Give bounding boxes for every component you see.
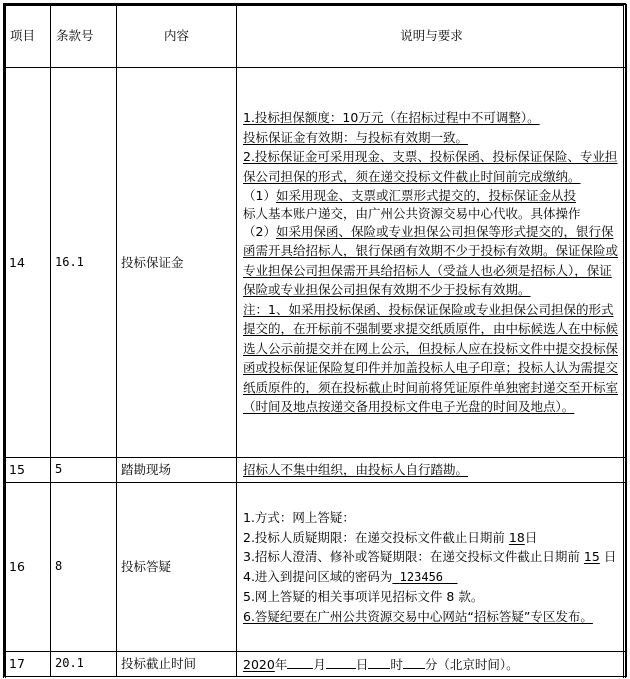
year-unit: 年 [274, 656, 288, 672]
row-description [237, 458, 627, 483]
row-content: 投标截止时间 [117, 652, 237, 677]
minute-unit: 分 [424, 656, 438, 672]
day-blank [326, 654, 356, 669]
desc-suffix: 日 [603, 549, 617, 564]
header-item: 项目 [5, 5, 51, 68]
tender-requirements-table [4, 4, 627, 677]
desc-line: 2.投标保证金可采用现金、支票、投标保函、投标保证保险、专业担保公司担保的形式，须在递交投标文件截止时间前完成缴纳。 [243, 149, 618, 184]
row-item: 17 [5, 652, 51, 677]
desc-text: 招标人不集中组织，由投标人自行踏勘。 [243, 462, 469, 478]
row-item: 15 [5, 458, 51, 483]
query-deadline-days: 18 [508, 529, 525, 545]
header-content: 内容 [117, 5, 237, 68]
desc-prefix: 4.进入到提问区域的密码为 [243, 568, 393, 584]
desc-line: 1.方式：网上答疑： [243, 510, 355, 525]
month-unit: 月 [313, 656, 326, 672]
desc-prefix: （1） [243, 188, 276, 204]
desc-line [243, 528, 622, 548]
desc-underlined: 如采用现金、支票或汇票形式提交的，投标保证金从投 [275, 188, 576, 204]
row-clause: 5 [51, 458, 117, 483]
month-blank [287, 654, 313, 669]
desc-line: 注：1、如采用投标保函、投标保证保险或专业担保公司担保的形式提交的，在开标前不强制要求提交纸质原件，由中标候选人在中标候选人公示前提交并在网上公示，但投标人应在投标文件中提交投标保函或投标保证保险复印件并加盖投标人电子印章；投标人认为需提交纸质原件的，须在投标截止时间前将凭证原件单独密封递交至开标室（时间及地点按递交备用投标文件电子光盘的时间及地点）。 [243, 301, 619, 415]
password-text: 123456 [399, 569, 444, 584]
row-content: 踏勘现场 [117, 458, 237, 483]
table-row [5, 483, 627, 652]
desc-line [243, 567, 622, 588]
desc-line: 6.答疑纪要在广州公共资源交易中心网站“招标答疑”专区发布。 [243, 608, 593, 624]
header-description: 说明与要求 [237, 5, 627, 68]
row-content: 投标答疑 [117, 483, 237, 652]
desc-line: 投标保证金有效期：与投标有效期一致。 [243, 129, 469, 145]
desc-suffix: 日 [524, 529, 538, 545]
row-content: 投标保证金 [117, 68, 237, 458]
desc-line [243, 547, 622, 567]
table-row [5, 652, 627, 677]
row-description [237, 652, 627, 677]
desc-prefix: 3.招标人澄清、修补或答疑期限：在递交投标文件截止日期前 [243, 549, 580, 564]
desc-underlined: 如采用保函、保险或专业担保公司担保等形式提交的，银行保函需开具给招标人，银行保函有效期不少于投标有效期。保证保险或专业担保公司担保需开具给招标人（受益人也必须是招标人），保证保险或专业担保公司担保有效期不少于投标有效期。 [243, 223, 619, 298]
hour-unit: 时 [390, 656, 403, 672]
desc-line: 标人基本账户递交，由广州公共资源交易中心代收。具体操作 [243, 205, 581, 221]
row-clause: 20.1 [51, 652, 117, 677]
row-description [237, 68, 627, 458]
hour-blank [368, 654, 390, 669]
row-description [237, 483, 627, 652]
row-item: 14 [5, 68, 51, 458]
table-row [5, 458, 627, 483]
timezone-note: （北京时间）。 [437, 656, 519, 672]
row-clause: 16.1 [51, 68, 117, 458]
row-clause: 8 [51, 483, 117, 652]
header-clause: 条款号 [51, 5, 117, 68]
desc-line: 5.网上答疑的相关事项详见招标文件 8 款。 [243, 589, 484, 604]
clarification-deadline-days: 15 [583, 549, 600, 564]
deadline-year: 2020 [243, 656, 275, 672]
desc-prefix: （2） [243, 223, 276, 239]
desc-prefix: 2.投标人质疑期限：在递交投标文件截止日期前 [243, 529, 505, 545]
row-item: 16 [5, 483, 51, 652]
desc-line [243, 222, 622, 300]
table-header-row [5, 5, 627, 68]
password-value [392, 570, 457, 584]
desc-line: 1.投标担保额度：10万元（在招标过程中不可调整）。 [243, 110, 540, 126]
desc-line [243, 186, 622, 206]
table-row [5, 68, 627, 458]
day-unit: 日 [355, 656, 369, 672]
minute-blank [403, 654, 425, 669]
